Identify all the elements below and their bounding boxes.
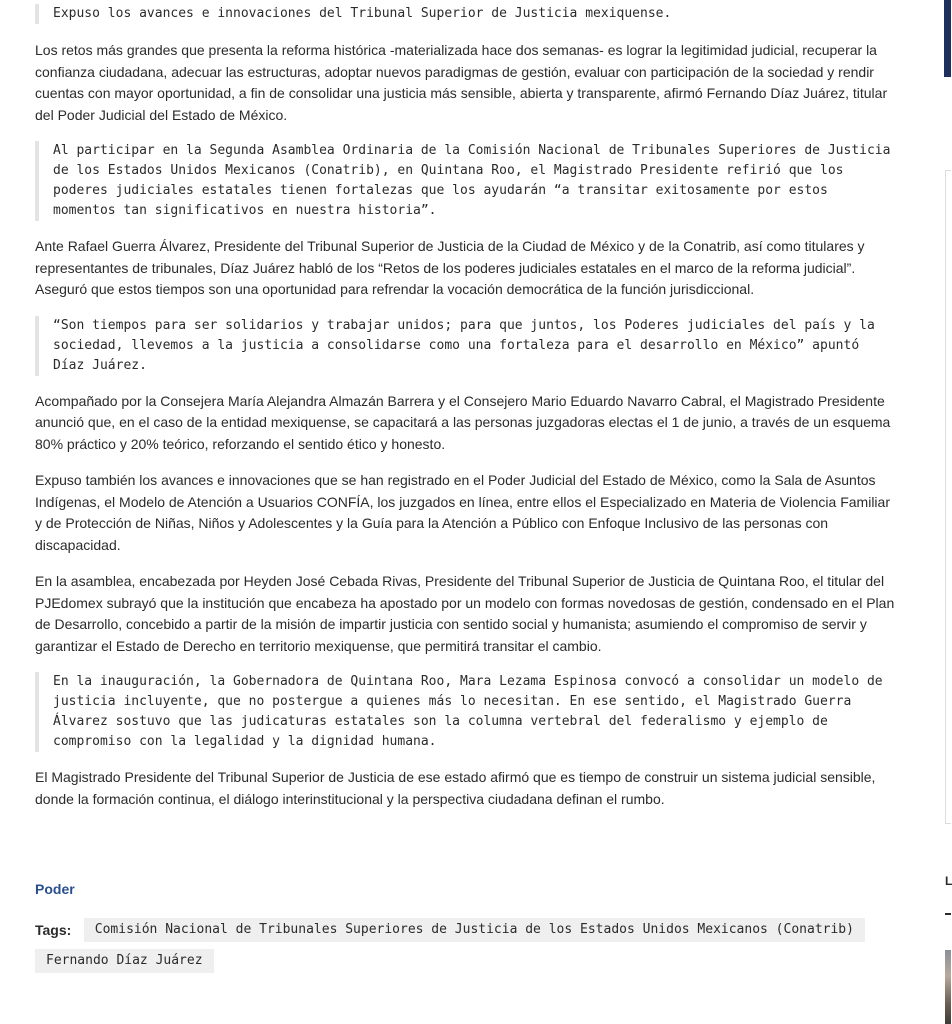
article-paragraph: En la asamblea, encabezada por Heyden José Cebada Rivas, Presidente del Tribunal Superior de Justicia de Quintana Roo, el titular del PJEdomex subrayó que la institución que encabeza ha apostado por un modelo con formas novedosas de gestión, condensado en el Plan de Desarrollo, concebido a partir de la misión de impartir justicia con sentido social y humanista; asumiendo el compromiso de servir y garantizar el Estado de Derecho en territorio mexiquense, que permitirá transitar el cambio. [35,573,895,654]
tag-link-conatrib[interactable]: Comisión Nacional de Tribunales Superiores de Justicia de los Estados Unidos Mexicanos (Conatrib) [84,918,865,942]
sidebar-thumbnail[interactable] [945,950,951,1024]
article-paragraph: Ante Rafael Guerra Álvarez, Presidente del Tribunal Superior de Justicia de la Ciudad de México y de la Conatrib, así como titulares y representantes de tribunales, Díaz Juárez habló de los “Retos de los poderes judiciales estatales en el marco de la reforma judicial”. Aseguró que estos tiempos son una oportunidad para refrendar la vocación democrática de la función jurisdiccional. [35,238,865,297]
sidebar-widget-panel [945,170,951,824]
sidebar-banner [944,0,951,77]
tags-section [35,918,905,968]
intro-blockquote: Expuso los avances e innovaciones del Tribunal Superior de Justicia mexiquense. [35,4,897,24]
article-body [35,0,897,825]
article-paragraph: Expuso también los avances e innovaciones que se han registrado en el Poder Judicial del Estado de México, como la Sala de Asuntos Indígenas, el Modelo de Atención a Usuarios CONFÍA, los juzgados en línea, entre ellos el Especializado en Materia de Violencia Familiar y de Protección de Niñas, Niños y Adolescentes y la Guía para la Atención a Público con Enfoque Inclusivo de las personas con discapacidad. [35,472,890,553]
sidebar-heading: L [945,874,952,888]
article-paragraph: Los retos más grandes que presenta la reforma histórica -materializada hace dos semanas- es lograr la legitimidad judicial, recuperar la confianza ciudadana, adecuar las estructuras, adoptar nuevos paradigmas de gestión, evaluar con participación de la sociedad y rendir cuentas con mayor oportunidad, a fin de consolidar una justicia más sensible, abierta y transparente, afirmó Fernando Díaz Juárez, titular del Poder Judicial del Estado de México. [35,42,888,123]
article-blockquote: “Son tiempos para ser solidarios y trabajar unidos; para que juntos, los Poderes judiciales del país y la sociedad, llevemos a la justicia a consolidarse como una fortaleza para el desarrollo en México” apuntó Díaz Juárez. [35,316,897,376]
tags-label: Tags: [35,922,72,938]
article-paragraph: El Magistrado Presidente del Tribunal Superior de Justicia de ese estado afirmó que es tiempo de construir un sistema judicial sensible, donde la formación continua, el diálogo interinstitucional y la perspectiva ciudadana definan el rumbo. [35,769,876,807]
article-blockquote: Al participar en la Segunda Asamblea Ordinaria de la Comisión Nacional de Tribunales Superiores de Justicia de los Estados Unidos Mexicanos (Conatrib), en Quintana Roo, el Magistrado Presidente refirió que los poderes judiciales estatales tienen fortalezas que los ayudarán “a transitar exitosamente por estos momentos tan significativos en nuestra historia”. [35,141,897,221]
article-blockquote: En la inauguración, la Gobernadora de Quintana Roo, Mara Lezama Espinosa convocó a consolidar un modelo de justicia incluyente, que no postergue a quienes más lo necesitan. En ese sentido, el Magistrado Guerra Álvarez sostuvo que las judicaturas estatales son la columna vertebral del federalismo y ejemplo de compromiso con la legalidad y la dignidad humana. [35,672,897,752]
sidebar-heading-rule [945,913,951,915]
article-paragraph: Acompañado por la Consejera María Alejandra Almazán Barrera y el Consejero Mario Eduardo Navarro Cabral, el Magistrado Presidente anunció que, en el caso de la entidad mexiquense, se capacitará a las personas juzgadoras electas el 1 de junio, a través de un esquema 80% práctico y 20% teórico, reforzando el sentido ético y honesto. [35,392,891,452]
tag-link-fernando-diaz-juarez[interactable]: Fernando Díaz Juárez [35,949,214,973]
category-link[interactable]: Poder [35,881,75,897]
